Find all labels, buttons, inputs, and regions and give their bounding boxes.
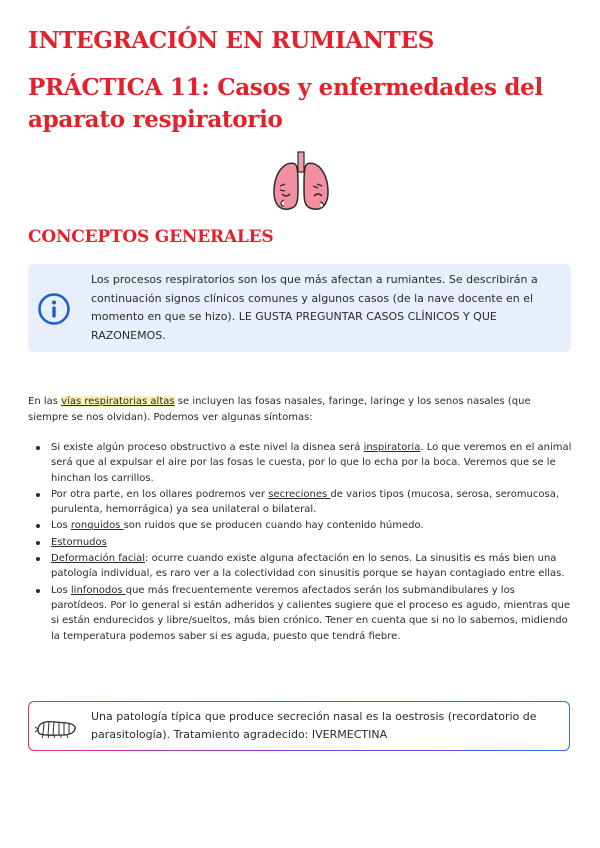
underlined-term: linfonodos (70, 584, 126, 596)
list-item (28, 440, 572, 486)
info-callout-text: Los procesos respiratorios son los que más afectan a rumiantes. Se describirán a continuación signos clínicos comunes y algunos casos (de la nave docente en el momento en que se hizo). LE GUSTA PREGUNTAR CASOS CLÍNICOS Y QUE RAZONEMOS. (91, 273, 538, 342)
info-callout (28, 264, 571, 352)
list-item-text: . Lo que veremos en el animal será que al expulsar el aire por las fosas le cuesta, por lo que lo echa por la boca. Veremos que se le hinchan los carrillos. (51, 442, 572, 484)
lungs-illustration (270, 148, 332, 214)
list-item (28, 535, 572, 550)
larva-illustration (35, 717, 77, 739)
info-icon (37, 292, 71, 326)
list-item-text: Por otra parte, en los ollares podremos ver (51, 488, 269, 500)
underlined-term: Deformación facial (51, 553, 146, 565)
document-title: INTEGRACIÓN EN RUMIANTES (28, 27, 435, 54)
note-callout (28, 701, 570, 751)
list-item-text: de varios tipos (mucosa, serosa, seromucosa, purulenta, hemorrágica) ya sea unilateral o bilateral. (51, 488, 560, 516)
intro-paragraph (28, 394, 572, 426)
underlined-term: ronquidos (70, 520, 124, 532)
list-item (28, 551, 572, 582)
underlined-term: inspiratoria (363, 442, 421, 453)
list-item-text: Si existe algún proceso obstructivo a este nivel la disnea será (51, 442, 364, 453)
note-callout-body (29, 702, 569, 750)
list-item-text: : ocurre cuando existe alguna afectación en lo senos. La sinusitis es más bien una patología individual, es raro ver a la colectividad con sinusitis porque se hayan contagiado entre ellas. (51, 553, 565, 580)
practice-subtitle: PRÁCTICA 11: Casos y enfermedades del aparato respiratorio (28, 74, 543, 133)
underlined-term: Estornudos (51, 536, 107, 548)
list-item-text: Los (51, 584, 71, 596)
list-item (28, 583, 572, 644)
list-item (28, 487, 572, 518)
list-item-text: que más frecuentemente veremos afectados serán los submandibulares y los parotídeos. Por lo general si están adheridos y calientes sugiere que el proceso es agudo, mientras que si están endurecidos y libre/sueltos, más bien crónico. Tener en cuenta que si no lo sabemos, midiendo la temperatura podemos saber si es aguda, puesto que tendrá fiebre. (51, 584, 571, 642)
intro-text-after: se incluyen las fosas nasales, faringe, laringe y los senos nasales (que siempre se nos olvidan). Podemos ver algunas síntomas: (28, 396, 531, 423)
list-item-text: Los (51, 520, 71, 532)
list-item (28, 518, 572, 533)
note-callout-text: Una patología típica que produce secreción nasal es la oestrosis (recordatorio de parasitología). Tratamiento agradecido: IVERMECTINA (91, 710, 537, 741)
symptom-list (28, 440, 572, 645)
section-heading-conceptos: CONCEPTOS GENERALES (28, 227, 274, 247)
intro-text-before: En las (28, 396, 62, 407)
list-item-text: son ruidos que se producen cuando hay contenido húmedo. (123, 520, 424, 532)
underlined-term: secreciones (268, 488, 331, 500)
highlighted-term: vías respiratorias altas (61, 396, 175, 407)
